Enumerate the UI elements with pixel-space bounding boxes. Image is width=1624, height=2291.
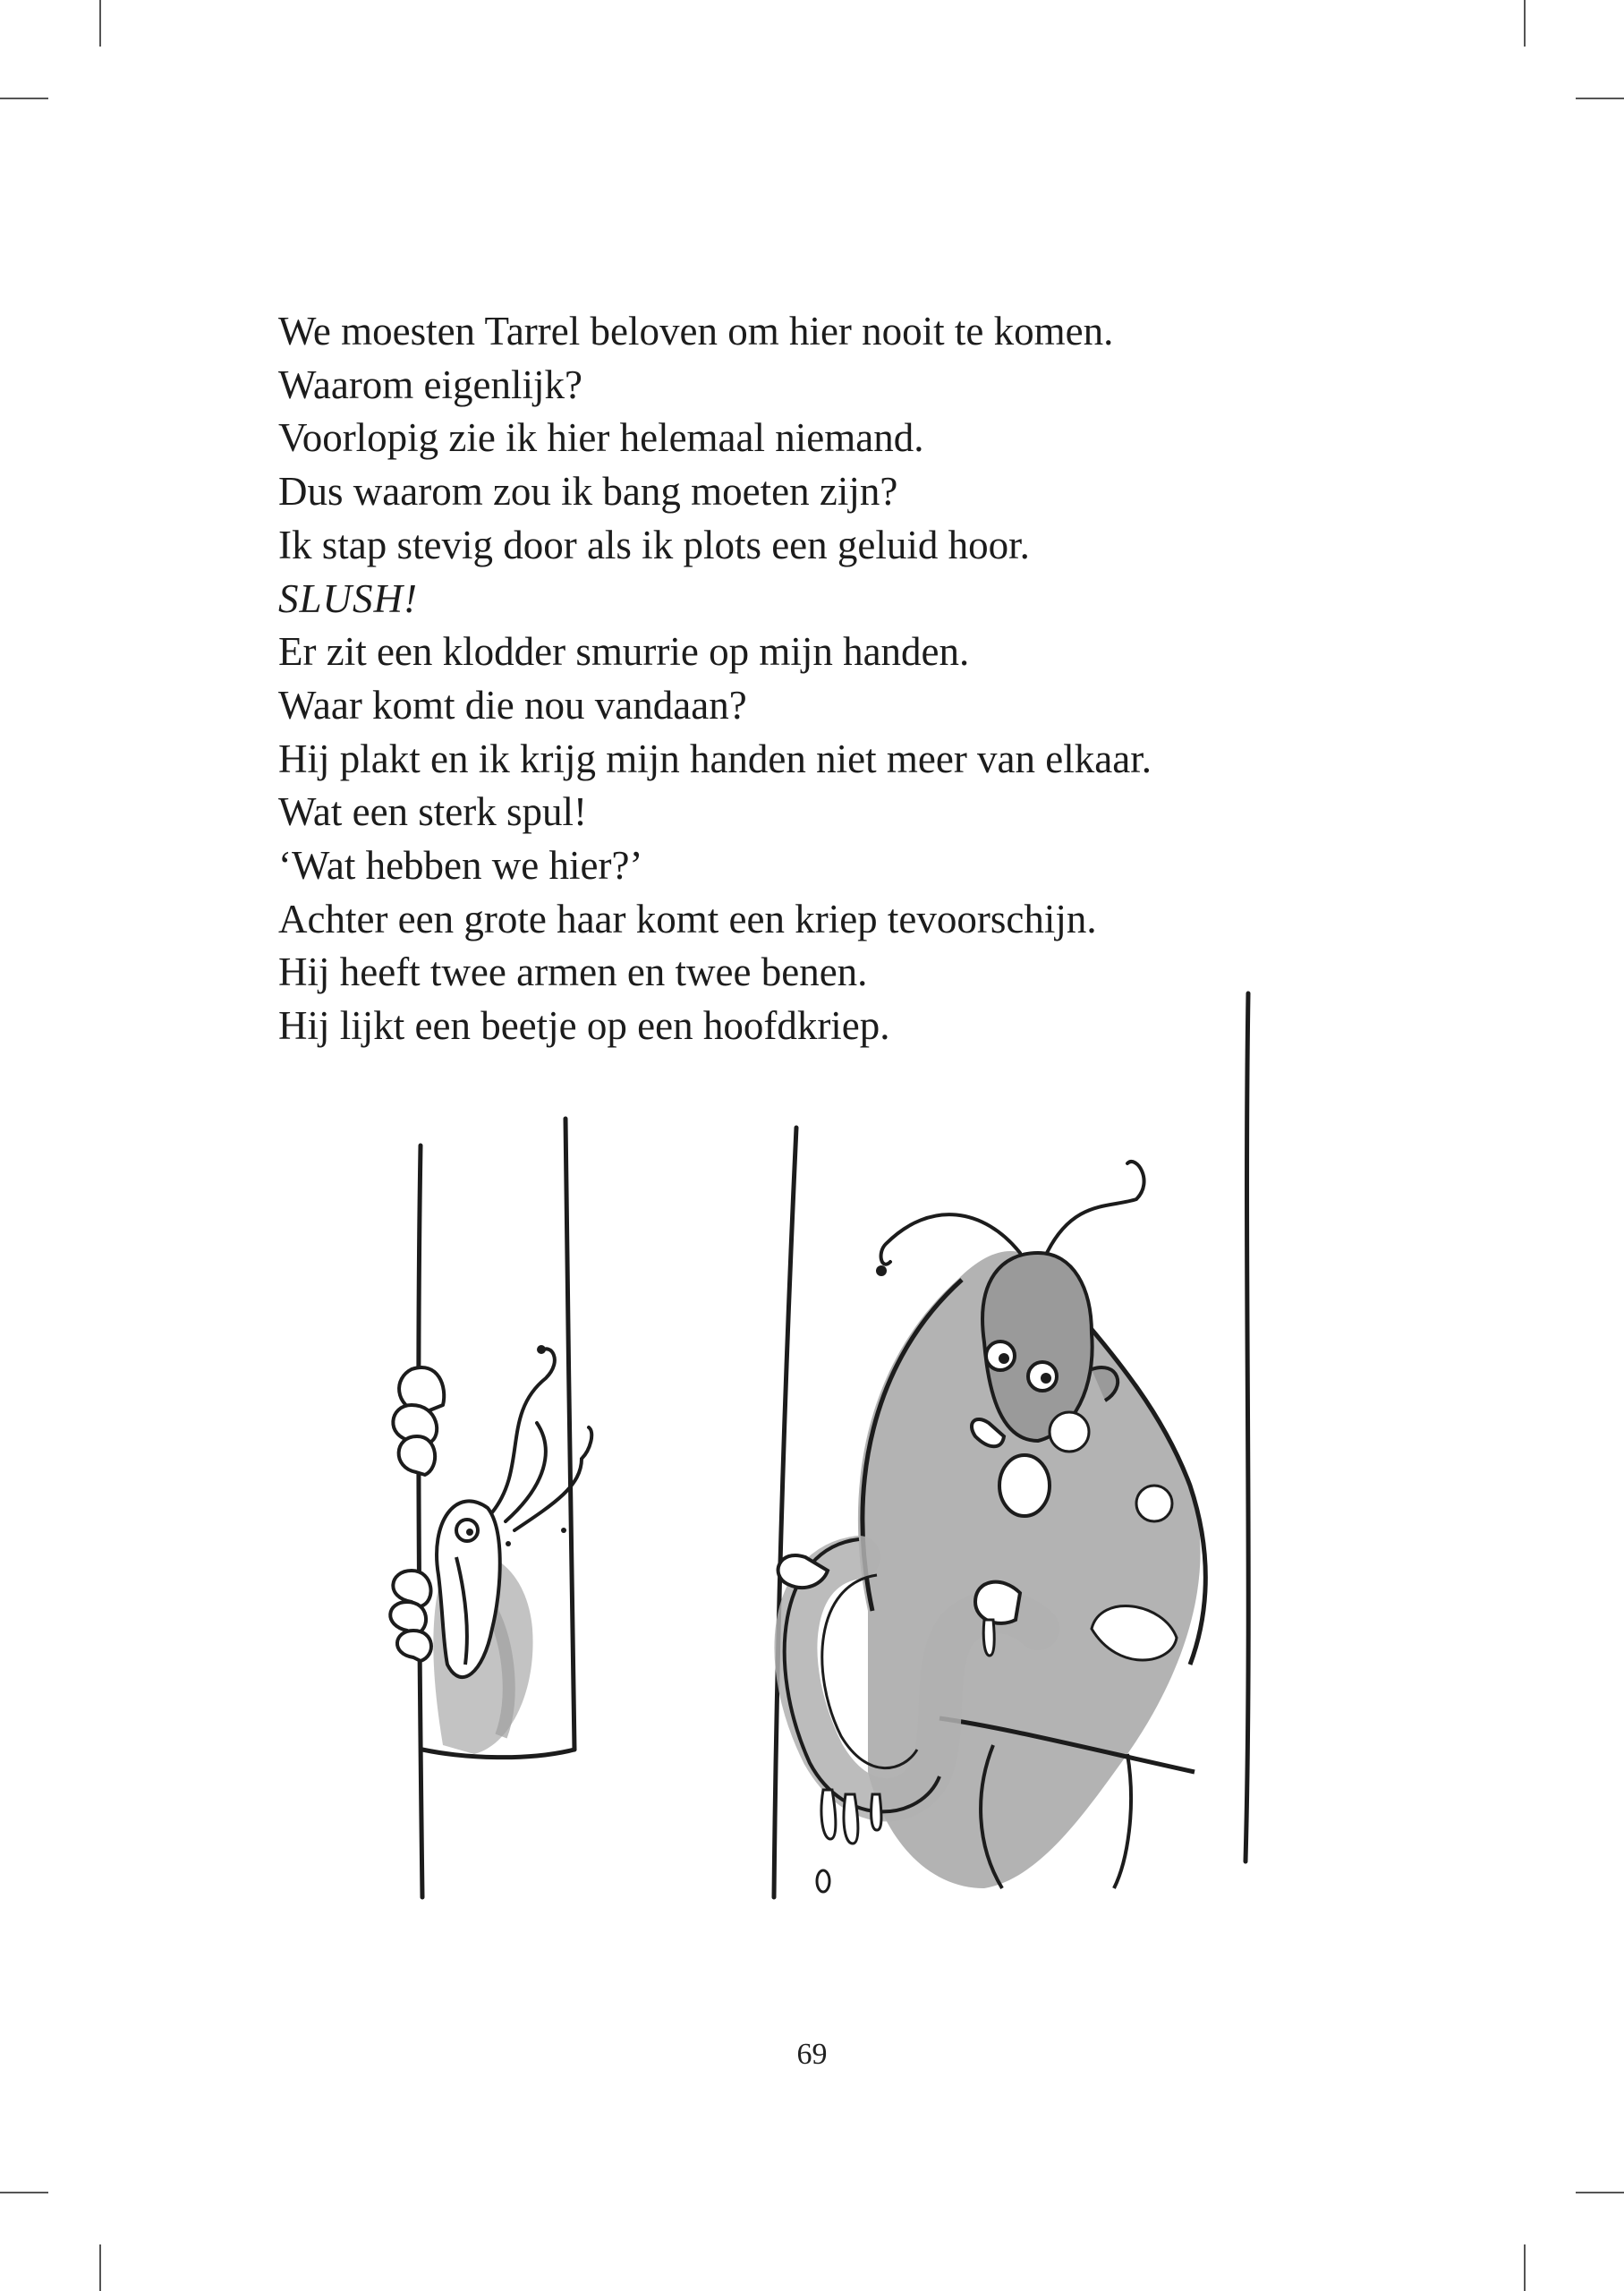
crop-mark-bottom-right-h xyxy=(1576,2192,1624,2193)
crop-mark-bottom-right xyxy=(1524,2244,1526,2291)
hair-strand-left-right-edge xyxy=(565,1119,574,1750)
sound-effect-line: SLUSH! xyxy=(278,575,419,621)
text-line: Achter een grote haar komt een kriep tevoorschijn. xyxy=(278,896,1097,941)
crop-mark-top-right-h xyxy=(1576,98,1624,99)
hair-strand-left xyxy=(419,1146,422,1897)
text-line: Hij heeft twee armen en twee benen. xyxy=(278,950,868,995)
crop-mark-top-left xyxy=(99,0,101,47)
dialogue-line: ‘Wat hebben we hier?’ xyxy=(278,843,643,889)
text-line: Voorlopig zie ik hier helemaal niemand. xyxy=(278,415,924,461)
hair-strand-right xyxy=(1246,993,1248,1861)
hair-strand-middle xyxy=(774,1128,796,1897)
crop-mark-bottom-left-h xyxy=(0,2192,48,2193)
crop-mark-top-left-h xyxy=(0,98,48,99)
text-line: Hij lijkt een beetje op een hoofdkriep. xyxy=(278,1003,890,1049)
text-line: Dus waarom zou ik bang moeten zijn? xyxy=(278,469,898,515)
text-line: Er zit een klodder smurrie op mijn handen. xyxy=(278,629,970,675)
large-kriep xyxy=(778,1162,1206,1892)
text-line: We moesten Tarrel beloven om hier nooit te komen. xyxy=(278,309,1114,353)
crop-mark-top-right xyxy=(1524,0,1526,47)
story-text xyxy=(278,305,1388,1053)
text-line: Wat een sterk spul! xyxy=(278,789,588,835)
page-number: 69 xyxy=(796,2038,828,2071)
story-illustration xyxy=(358,984,1280,1933)
text-line: Waarom eigenlijk? xyxy=(278,362,582,407)
text-line: Ik stap stevig door als ik plots een geluid hoor. xyxy=(278,522,1030,567)
text-line: Waar komt die nou vandaan? xyxy=(278,682,747,728)
text-line: Hij plakt en ik krijg mijn handen niet meer van elkaar. xyxy=(278,736,1152,781)
crop-mark-bottom-left xyxy=(99,2244,101,2291)
